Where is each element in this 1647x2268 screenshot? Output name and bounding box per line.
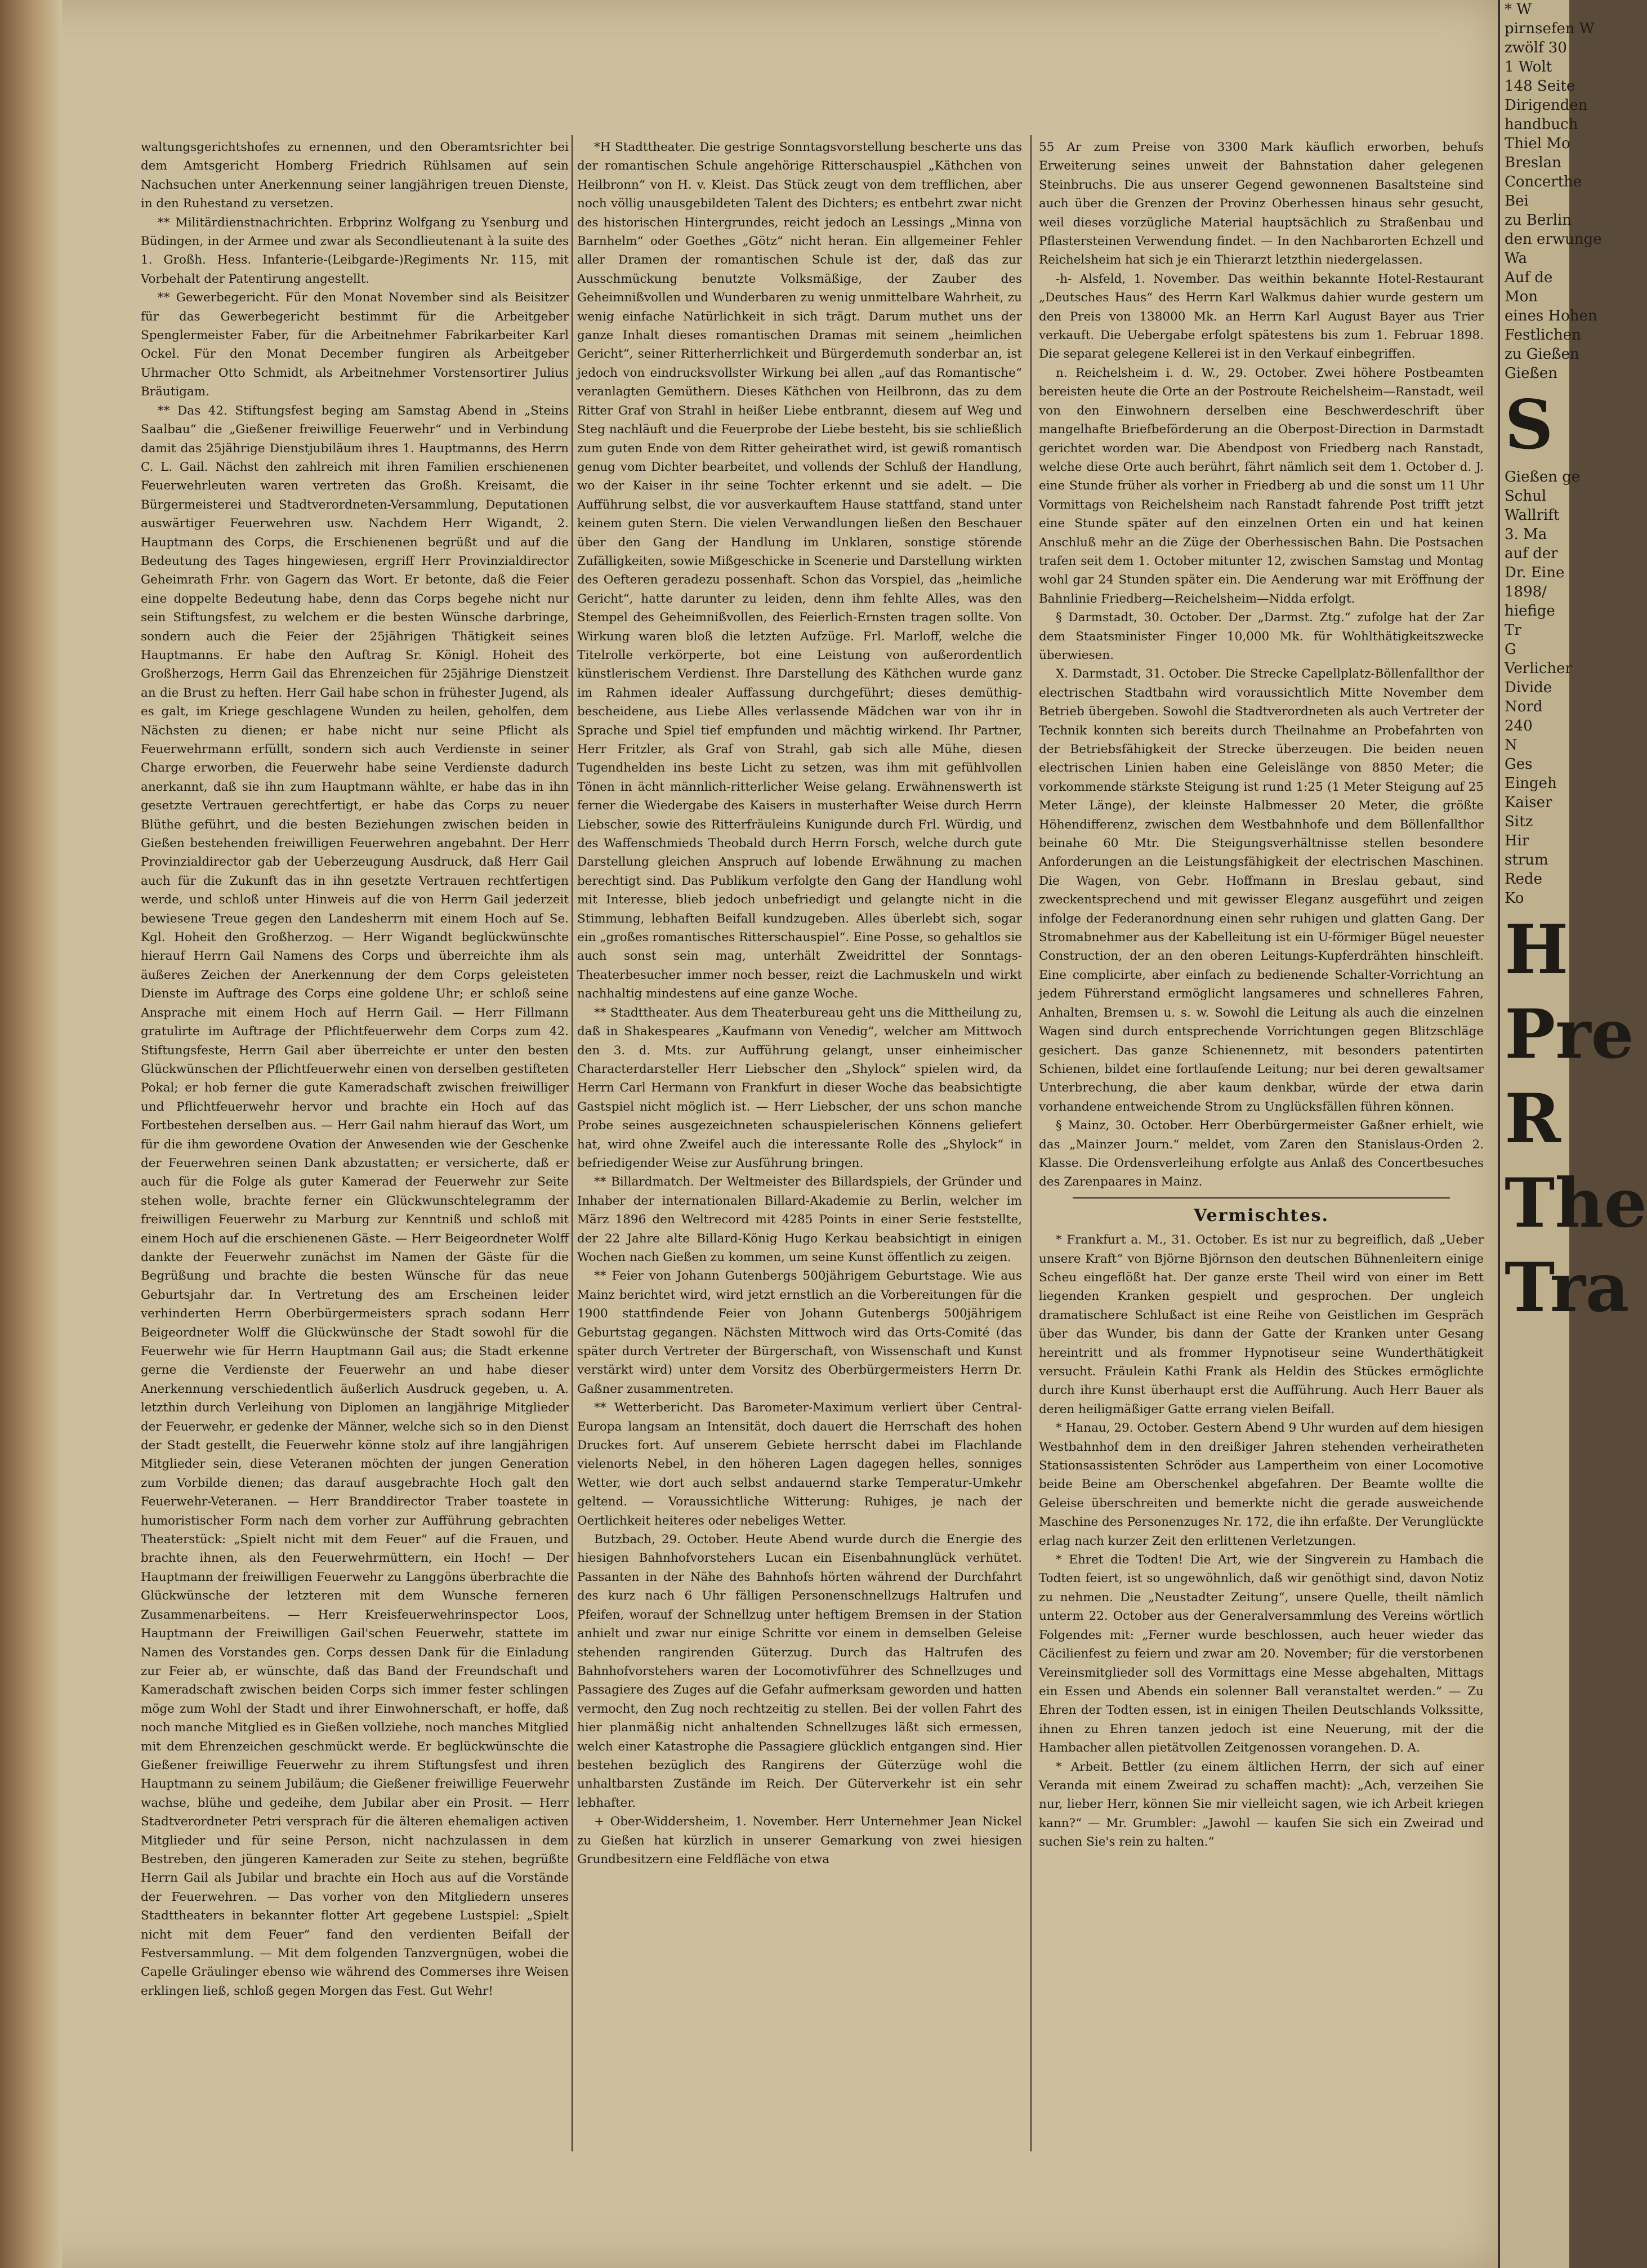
article-billardmatch: ** Billardmatch. Der Weltmeister des Billardspiels, der Gründer und Inhaber der internationalen Billard-Akademie zu Berlin, welcher im März 1896 den Weltrecord mit 4285 Points in einer Serie feststellte, der 22 Jahre alte Billard-König Hugo Kerkau beabsichtigt in einigen Wochen nach Gießen zu kommen, um seine Kunst öffentlich zu zeigen.	[577, 1175, 1022, 1264]
adjacent-page-fragment-line: Schul	[1505, 488, 1547, 505]
adjacent-page-fragment-line: Tr	[1505, 622, 1521, 639]
adjacent-page-fragment-line: 148 Seite	[1505, 78, 1575, 95]
adjacent-page-fragment-line: Ko	[1505, 890, 1524, 907]
adjacent-page-fragment-line: S	[1505, 385, 1554, 465]
article-verwaltungsgericht-tail: waltungsgerichtshofes zu ernennen, und den Oberamtsrichter bei dem Amtsgericht Homberg Friedrich Rühlsamen auf sein Nachsuchen unter Anerkennung seiner langjährigen treuen Dienste, in den Ruhestand zu versetzen.	[141, 140, 569, 211]
article-reichelsheim: n. Reichelsheim i. d. W., 29. October. Zwei höhere Postbeamten bereisten heute die Orte an der Postroute Reichelsheim—Ranstadt, weil von den Einwohnern derselben eine Beschwerdeschrift über mangelhafte Briefbeförderung an die Oberpost-Direction in Darmstadt gerichtet worden war. Die Abendpost von Friedberg nach Ranstadt, welche diese Orte auch berührt, fährt nämlich seit dem 1. October d. J. eine Stunde früher als vorher in Friedberg ab und die sonst um 11 Uhr Vormittags von Reichelsheim nach Ranstadt fahrende Post trifft jetzt eine Stunde später auf den einzelnen Orten ein und hat keinen Anschluß mehr an die Züge der Oberhessischen Bahn. Die Postsachen trafen seit dem 1. October mitunter 12, zwischen Samstag und Montag wohl gar 24 Stunden später ein. Die Aenderung war mit Eröffnung der Bahnlinie Friedberg—Reichelsheim—Nidda erfolgt.	[1039, 366, 1484, 606]
column-2	[577, 138, 1022, 2143]
column-rule-1	[572, 135, 573, 2151]
adjacent-page-fragment-line: Gießen	[1505, 365, 1557, 382]
article-darmstadt-stadtbahn: X. Darmstadt, 31. October. Die Strecke Capellplatz-Böllenfallthor der electrischen Stadtbahn wird voraussichtlich Mitte November dem Betrieb übergeben. Sowohl die Stadtverordneten als auch Vertreter der Technik konnten sich bereits durch Theilnahme an Probefahrten von der Betriebsfähigkeit der Strecke überzeugen. Die beiden neuen electrischen Linien haben eine Geleislänge von 8850 Meter; die vorkommende stärkste Steigung ist rund 1:25 (1 Meter Steigung auf 25 Meter Länge), der kleinste Halbmesser 20 Meter, die größte Höhendifferenz, zwischen dem Westbahnhofe und dem Böllenfallthor beinahe 60 Mtr. Die Steigungsverhältnisse stellen besondere Anforderungen an die Leistungsfähigkeit der electrischen Maschinen. Die Wagen, von Gebr. Hoffmann in Breslau gebaut, sind zweckentsprechend und mit gewisser Eleganz ausgeführt und zeigen infolge der Federanordnung einen sehr ruhigen und glatten Gang. Der Stromabnehmer aus der Kabelleitung ist ein U-förmiger Bügel neuester Construction, der an den oberen Leitungs-Kupferdrähten hinschleift. Eine complicirte, aber einfach zu bedienende Schalter-Vorrichtung an jedem Führerstand ermöglicht langsameres und schnelleres Fahren, Anhalten, Bremsen u. s. w. Sowohl die Leitung als auch die einzelnen Wagen sind durch entsprechende Vorrichtungen gegen Blitzschläge gesichert. Das ganze Schienennetz, mit besonders patentirten Schienen, bildet eine fortlaufende Leitung; nur bei deren gewaltsamer Unterbrechung, die aber kaum denkbar, würde der etwa darin vorhandene entweichende Strom zu Unglücksfällen führen können.	[1039, 667, 1484, 1114]
adjacent-page-fragment	[1498, 0, 1647, 2268]
adjacent-page-fragment-line: Ges	[1505, 756, 1533, 773]
article-ehret-die-todten: * Ehret die Todten! Die Art, wie der Singverein zu Hambach die Todten feiert, ist so ungewöhnlich, daß wir genöthigt sind, davon Notiz zu nehmen. Die „Neustadter Zeitung“, unsere Quelle, theilt nämlich unterm 22. October aus der Generalversammlung des Vereins wörtlich Folgendes mit: „Ferner wurde beschlossen, auch heuer wieder das Cäcilienfest zu feiern und zwar am 20. November; für die verstorbenen Vereinsmitglieder soll des Vormittags eine Messe abgehalten, Mittags ein Essen und Abends ein solenner Ball veranstaltet werden.“ — Zu Ehren der Todten essen, ist in einigen Theilen Deutschlands Volkssitte, ihnen zu Ehren tanzen jedoch ist eine Neuerung, mit der die Hambacher allen pietätvollen Zeitgenossen vorangehen. D. A.	[1039, 1553, 1484, 1755]
article-stadttheater-shylock: ** Stadttheater. Aus dem Theaterbureau geht uns die Mittheilung zu, daß in Shakespeares „Kaufmann von Venedig“, welcher am Mittwoch den 3. d. Mts. zur Aufführung gelangt, unser einheimischer Characterdarsteller Herr Liebscher den „Shylock“ spielen wird, da Herrn Carl Hermann von Frankfurt in dieser Woche das beabsichtigte Gastspiel nicht möglich ist. — Herr Liebscher, der uns schon manche Probe seines ausgezeichneten schauspielerischen Könnens geliefert hat, wird ohne Zweifel auch die interessante Rolle des „Shylock“ in befriedigender Weise zur Ausführung bringen.	[577, 1005, 1022, 1170]
adjacent-page-fragment-line: Rede	[1505, 871, 1542, 888]
adjacent-page-fragment-line: Gießen ge	[1505, 469, 1581, 485]
adjacent-page-fragment-line: G	[1505, 641, 1516, 658]
article-butzbach: Butzbach, 29. October. Heute Abend wurde durch die Energie des hiesigen Bahnhofvorstehers Lucan ein Eisenbahnunglück verhütet. Passanten in der Nähe des Bahnhofs hörten während der Durchfahrt des kurz nach 6 Uhr fälligen Personenschnellzugs Haltrufen und Pfeifen, worauf der Schnellzug unter heftigem Bremsen in der Station anhielt und zwar nur einige Schritte vor einem in demselben Geleise stehenden rangirenden Güterzug. Durch das Haltrufen des Bahnhofvorstehers waren der Locomotivführer des Schnellzuges und Passagiere des Zuges auf die Gefahr aufmerksam geworden und hatten vermocht, den Zug noch rechtzeitig zu stellen. Bei der vollen Fahrt des hier planmäßig nicht anhaltenden Schnellzuges läßt sich ermessen, welch einer Katastrophe die Passagiere glücklich entgangen sind. Hier bestehen bezüglich des Rangirens der Güterzüge wohl die unhaltbarsten Zustände im Reich. Der Güterverkehr ist ein sehr lebhafter.	[577, 1532, 1022, 1810]
adjacent-page-fragment-line: hiefige	[1505, 603, 1555, 620]
adjacent-page-fragment-line: auf der	[1505, 545, 1558, 562]
adjacent-page-fragment-line: zu Gießen	[1505, 346, 1579, 363]
adjacent-page-fragment-line: Mon	[1505, 288, 1538, 305]
adjacent-page-fragment-line: N	[1505, 737, 1517, 754]
adjacent-page-fragment-line: H	[1505, 910, 1569, 990]
adjacent-page-fragment-line: Concerthe	[1505, 173, 1582, 190]
article-mainz-orden: § Mainz, 30. October. Herr Oberbürgermeister Gaßner erhielt, wie das „Mainzer Journ.“ meldet, vom Zaren den Stanislaus-Orden 2. Klasse. Die Ordensverleihung erfolgte aus Anlaß des Concertbesuches des Zarenpaares in Mainz.	[1039, 1119, 1484, 1189]
column-1	[141, 138, 569, 2143]
adjacent-page-fragment-line: eines Hohen	[1505, 308, 1597, 324]
page-binding-edge	[0, 0, 62, 2268]
article-gutenberg-feier: ** Feier von Johann Gutenbergs 500jährigem Geburtstage. Wie aus Mainz berichtet wird, wird jetzt ernstlich an die Vorbereitungen für die 1900 stattfindende Feier von Johann Gutenbergs 500jährigem Geburtstag gegangen. Nächsten Mittwoch wird das Orts-Comité (das später durch Vertreter der Bürgerschaft, von Wissenschaft und Kunst verstärkt wird) unter dem Vorsitz des Oberbürgermeisters Herrn Dr. Gaßner zusammentreten.	[577, 1269, 1022, 1396]
article-darmstadt-zar: § Darmstadt, 30. October. Der „Darmst. Ztg.“ zufolge hat der Zar dem Staatsminister Finger 10,000 Mk. für Wohlthätigkeitszwecke überwiesen.	[1039, 611, 1484, 662]
adjacent-page-fragment-line: strum	[1505, 852, 1548, 868]
article-arbeit-anekdote: * Arbeit. Bettler (zu einem ältlichen Herrn, der sich auf einer Veranda mit einem Zweirad zu schaffen macht): „Ach, verzeihen Sie nur, lieber Herr, können Sie mir vielleicht sagen, wie ich Arbeit kriegen kann?“ — Mr. Grumbler: „Jawohl — kaufen Sie sich ein Zweirad und suchen Sie's rein zu halten.“	[1039, 1759, 1484, 1850]
adjacent-page-fragment-line: Thiel Mo	[1505, 135, 1570, 152]
adjacent-page-fragment-line: Breslan	[1505, 154, 1561, 171]
adjacent-page-fragment-line: zu Berlin	[1505, 212, 1572, 229]
adjacent-page-fragment-line: Kaiser	[1505, 794, 1552, 811]
adjacent-page-fragment-line: Sitz	[1505, 813, 1533, 830]
adjacent-page-fragment-line: Tra	[1505, 1248, 1630, 1327]
adjacent-page-fragment-line: * W	[1505, 1, 1532, 18]
adjacent-page-fragment-line: Wallrift	[1505, 507, 1560, 524]
section-divider	[1073, 1197, 1450, 1198]
adjacent-page-fragment-line: R	[1505, 1079, 1561, 1158]
article-ober-widdersheim: + Ober-Widdersheim, 1. November. Herr Unternehmer Jean Nickel zu Gießen hat kürzlich in unserer Gemarkung von zwei hiesigen Grundbesitzern eine Feldfläche von etwa	[577, 1815, 1022, 1866]
adjacent-page-fragment-line: zwölf 30	[1505, 39, 1567, 56]
adjacent-page-fragment-line: The	[1505, 1164, 1647, 1243]
adjacent-page-fragment-line: 1898/	[1505, 583, 1547, 600]
adjacent-page-fragment-line: Divide	[1505, 679, 1552, 696]
article-gewerbegericht: ** Gewerbegericht. Für den Monat November sind als Beisitzer für das Gewerbegericht bestimmt für die Arbeitgeber Spenglermeister Faber, für die Arbeitnehmer Fabrikarbeiter Karl Ockel. Für den Monat December fungiren als Arbeitgeber Uhrmacher Otto Schmidt, als Arbeitnehmer Vorstensortirer Julius Bräutigam.	[141, 291, 569, 399]
column-3	[1039, 138, 1484, 2143]
article-wetterbericht: ** Wetterbericht. Das Barometer-Maximum verliert über Central-Europa langsam an Intensität, doch dauert die Herrschaft des hohen Druckes fort. Auf unserem Gebiete herrscht dabei im Flachlande vielenorts Nebel, in den höheren Lagen dagegen helles, sonniges Wetter, wie dort auch selbst andauernd starke Temperatur-Umkehr geltend. — Voraussichtliche Witterung: Ruhiges, je nach der Oertlichkeit heiteres oder nebeliges Wetter.	[577, 1401, 1022, 1528]
adjacent-page-fragment-line: 1 Wolt	[1505, 59, 1552, 75]
adjacent-page-fragment-line: Dr. Eine	[1505, 564, 1565, 581]
adjacent-page-fragment-line: Wa	[1505, 250, 1527, 267]
article-stadttheater-kaethchen: *H Stadttheater. Die gestrige Sonntagsvorstellung bescherte uns das der romantischen Schule angehörige Ritterschauspiel „Käthchen von Heilbronn“ von H. v. Kleist. Das Stück zeugt von dem trefflichen, aber noch völlig unausgebildeten Talent des Dichters; es entbehrt zwar nicht des historischen Hintergrundes, reicht jedoch an Lessings „Minna von Barnhelm“ oder Goethes „Götz“ nicht heran. Ein allgemeiner Fehler aller Dramen der romantischen Schule ist der, daß das zur Ausschmückung benutzte Volksmäßige, der Zauber des Geheimnißvollen und Wunderbaren zu wenig unmittelbare Wahrheit, zu wenig einfache Natürlichkeit in sich trägt. Darum muthet uns der ganze Inhalt dieses romantischen Dramas mit seinem „heimlichen Gericht“, seiner Ritterherrlichkeit und Bürgerdemuth sonderbar an, ist jedoch von eindrucksvollster Wirkung bei allen „auf das Romantische“ veranlagten Gemüthern. Dieses Käthchen von Heilbronn, das zu dem Ritter Graf von Strahl in heißer Liebe entbrannt, diesem auf Weg und Steg nachläuft und die Feuerprobe der Liebe besteht, bis sie schließlich zum guten Ende von dem Ritter geheirathet wird, ist gewiß romantisch genug vom Dichter bearbeitet, und vollends der Schluß der Handlung, wo der Kaiser in ihr seine Tochter erkennt und sie adelt. — Die Aufführung selbst, die vor ausverkauftem Hause stattfand, stand unter keinem guten Stern. Die vielen Verwandlungen ließen den Beschauer über den Gang der Handlung im Unklaren, sonstige störende Zufälligkeiten, sowie Mißgeschicke in Scenerie und Darstellung wirkten des Oefteren geradezu possenhaft. Schon das Vorspiel, das „heimliche Gericht“, hatte darunter zu leiden, denn ihm fehlte Alles, was den Stempel des Geheimnißvollen, des Feierlich-Ernsten tragen sollte. Von Wirkung waren bloß die letzten Aufzüge. Frl. Marloff, welche die Titelrolle verkörperte, bot eine Leistung von außerordentlich künstlerischem Verdienst. Ihre Darstellung des Käthchen wurde ganz im Rahmen idealer Auffassung durchgeführt; dieses demüthig-bescheidene, aus Liebe Alles verlassende Mädchen war von ihr in Sprache und Spiel tief empfunden und mächtig wirkend. Ihr Partner, Herr Fritzler, als Graf von Strahl, gab sich alle Mühe, diesen Tugendhelden ins beste Licht zu setzen, was ihm mit gefühlvollen Tönen in ächt männlich-ritterlicher Weise gelang. Erwähnenswerth ist ferner die Wiedergabe des Kaisers in musterhafter Weise durch Herrn Liebscher, sowie des Ritterfräuleins Kunigunde durch Frl. Würdig, und des Waffenschmieds Theobald durch Herrn Forsch, welche durch gute Darstellung gleichen Anspruch auf lobende Erwähnung zu machen berechtigt sind. Das Publikum verfolgte den Gang der Handlung wohl mit Interesse, blieb jedoch unbefriedigt und gelangte nicht in die Stimmung, lebhaften Beifall kundzugeben. Alles überlebt sich, sogar ein „großes romantisches Ritterschauspiel“. Eine Posse, so gehaltlos sie auch sonst sein mag, unterhält Zweidrittel der Sonntags-Theaterbesucher immer noch besser, reizt die Lachmuskeln und wirkt nachhaltig mindestens auf eine ganze Woche.	[577, 140, 1022, 1001]
article-ober-widdersheim-cont: 55 Ar zum Preise von 3300 Mark käuflich erworben, behufs Erweiterung seines unweit der Bahnstation daher gelegenen Steinbruchs. Die aus unserer Gegend gewonnenen Basaltsteine sind auch über die Grenzen der Provinz Oberhessen hinaus sehr gesucht, weil dieses vorzügliche Material hauptsächlich zu Straßenbau und Pflastersteinen Verwendung findet. — In den Nachbarorten Echzell und Reichelsheim hat sich je ein Thierarzt letzthin niedergelassen.	[1039, 140, 1484, 268]
adjacent-page-fragment-line: 240	[1505, 718, 1533, 734]
adjacent-page-fragment-line: Festlichen	[1505, 327, 1581, 344]
article-stiftungsfest-feuerwehr: ** Das 42. Stiftungsfest beging am Samstag Abend in „Steins Saalbau“ die „Gießener freiwillige Feuerwehr“ und in Verbindung damit das 25jährige Dienstjubiläum ihres 1. Hauptmanns, des Herrn C. L. Gail. Nächst den zahlreich mit ihren Familien erschienenen Feuerwehrleuten waren vertreten das Großh. Kreisamt, die Bürgermeisterei und Stadtverordneten-Versammlung, Deputationen auswärtiger Feuerwehren usw. Nachdem Herr Wigandt, 2. Hauptmann des Corps, die Erschienenen begrüßt und auf die Bedeutung des Tages hingewiesen, ergriff Herr Provinzialdirector Geheimrath Frhr. von Gagern das Wort. Er betonte, daß die Feier eine doppelte Bedeutung habe, denn das Corps begehe nicht nur sein Stiftungsfest, zu welchem er die besten Wünsche darbringe, sondern auch die Feier der 25jährigen Thätigkeit seines Hauptmanns. Er habe den Auftrag Sr. Königl. Hoheit des Großherzogs, Herrn Gail das Ehrenzeichen für 25jährige Dienstzeit an die Brust zu heften. Herr Gail habe schon in frühester Jugend, als es galt, im Kriege geschlagene Wunden zu heilen, geholfen, dem Nächsten zu dienen; er habe nicht nur seine Pflicht als Feuerwehrmann erfüllt, sondern sich auch Verdienste in seiner Charge erworben, die Feuerwehr habe seine Verdienste dadurch anerkannt, daß sie ihn zum Hauptmann wählte, er habe das in ihn gesetzte Vertrauen gerechtfertigt, er habe das Corps zu neuer Blüthe geführt, und die besten Beziehungen zwischen beiden in Gießen bestehenden freiwilligen Feuerwehren angebahnt. Der Herr Provinzialdirector gab der Ueberzeugung Ausdruck, daß Herr Gail auch für die Zukunft das in ihn gesetzte Vertrauen rechtfertigen werde, und schloß unter Hinweis auf die von Herrn Gail jederzeit bewiesene Treue gegen den Landesherrn mit einem Hoch auf Se. Kgl. Hoheit den Großherzog. — Herr Wigandt beglückwünschte hierauf Herrn Gail Namens des Corps und überreichte ihm als äußeres Zeichen der Anerkennung der dem Corps geleisteten Dienste im Auftrage des Corps eine goldene Uhr; er schloß seine Ansprache mit einem Hoch auf Herrn Gail. — Herr Fillmann gratulirte im Auftrage der Pflichtfeuerwehr dem Corps zum 42. Stiftungsfeste, Herrn Gail aber überreichte er unter den besten Glückwünschen der Pflichtfeuerwehr einen von derselben gestifteten Pokal; er hob ferner die gute Kameradschaft zwischen freiwilliger und Pflichtfeuerwehr hervor und brachte ein Hoch auf das Fortbestehen derselben aus. — Herr Gail nahm hierauf das Wort, um für die ihm gewordene Ovation der Anwesenden wie der Geschenke der Feuerwehren seinen Dank abzustatten; er versicherte, daß er auch für die Folge als guter Kamerad der Feuerwehr zur Seite stehen wolle, brachte ferner ein Glückwunschtelegramm der freiwilligen Feuerwehr zu Marburg zur Kenntniß und schloß mit einem Hoch auf die erschienenen Gäste. — Herr Beigeordneter Wolff dankte der Feuerwehr zunächst im Namen der Gäste für die Begrüßung und brachte die besten Wünsche für das neue Geburtsjahr dar. In Vertretung des am Erscheinen leider verhinderten Herrn Oberbürgermeisters sprach sodann Herr Beigeordneter Wolff die Glückwünsche der Stadt sowohl für die Feuerwehr wie für Herrn Hauptmann Gail aus; die Stadt erkenne gerne die Verdienste der Feuerwehr an und habe dieser Anerkennung verschiedentlich äußerlich Ausdruck gegeben, u. A. letzthin durch Verleihung von Diplomen an langjährige Mitglieder der Feuerwehr, er gedenke der Männer, welche sich so in den Dienst der Stadt gestellt, die Feuerwehr könne stolz auf ihre langjährigen Mitglieder sein, diese Veteranen möchten der jungen Generation zum Vorbilde dienen; das darauf ausgebrachte Hoch galt den Feuerwehr-Veteranen. — Herr Branddirector Traber toastete in humoristischer Form nach dem vorher zur Aufführung gebrachten Theaterstück: „Spielt nicht mit dem Feuer“ auf die Frauen, und brachte ihnen, als den Feuerwehrmüttern, ein Hoch! — Der Hauptmann der freiwilligen Feuerwehr zu Langgöns überbrachte die Glückwünsche der letzteren mit dem Wunsche ferneren Zusammenarbeitens. — Herr Kreisfeuerwehrinspector Loos, Hauptmann der Freiwilligen Gail'schen Feuerwehr, stattete im Namen des Vorstandes gen. Corps dessen Dank für die Einladung zur Feier ab, er wünschte, daß das Band der Freundschaft und Kameradschaft zwischen beiden Corps sich immer fester schlingen möge zum Wohl der Stadt und ihrer Einwohnerschaft, er hoffe, daß noch manche Mitglied es in Gießen vollziehe, noch manches Mitglied mit dem Ehrenzeichen geschmückt werde. Er beglückwünschte die Gießener freiwillige Feuerwehr zu ihrem Stiftungsfest und ihren Hauptmann zu seinem Jubiläum; die Gießener freiwillige Feuerwehr wachse, blühe und gedeihe, dem Jubilar aber ein Prosit. — Herr Stadtverordneter Petri versprach für die älteren ehemaligen activen Mitglieder und für seine Person, nicht nachzulassen in dem Bestreben, den jüngeren Kameraden zur Seite zu stehen, begrüßte Herrn Gail als Jubilar und brachte ein Hoch aus auf die Vorstände der Feuerwehren. — Das vorher von den Mitgliedern unseres Stadttheaters in bekannter flotter Art gegebene Lustspiel: „Spielt nicht mit dem Feuer“ fand den verdienten Beifall der Festversammlung. — Mit dem folgenden Tanzvergnügen, wobei die Capelle Gräulinger ebenso wie während des Commerses ihre Weisen erklingen ließ, schloß gegen Morgen das Fest. Gut Wehr!	[141, 403, 569, 1998]
adjacent-page-fragment-line: Pre	[1505, 995, 1634, 1074]
article-hanau-unglueck: * Hanau, 29. October. Gestern Abend 9 Uhr wurden auf dem hiesigen Westbahnhof dem in den dreißiger Jahren stehenden verheiratheten Stationsassistenten Schröder aus Lampertheim von einer Locomotive beide Beine am Oberschenkel abgefahren. Der Beamte wollte die Geleise überschreiten und bemerkte nicht die gerade ausweichende Maschine des Personenzuges Nr. 172, die ihn erfaßte. Der Verunglückte erlag nach kurzer Zeit den erlittenen Verletzungen.	[1039, 1421, 1484, 1548]
adjacent-page-fragment-line: handbuch	[1505, 116, 1578, 133]
article-militaerdienst: ** Militärdienstnachrichten. Erbprinz Wolfgang zu Ysenburg und Büdingen, in der Armee und zwar als Secondlieutenant à la suite des 1. Großh. Hess. Infanterie-(Leibgarde-)Regiments Nr. 115, mit Vorbehalt der Patentirung angestellt.	[141, 215, 569, 286]
adjacent-page-fragment-line: Auf de	[1505, 269, 1553, 286]
adjacent-page-fragment-line: Dirigenden	[1505, 97, 1588, 114]
adjacent-page-fragment-line: 3. Ma	[1505, 526, 1547, 543]
adjacent-page-text	[1500, 0, 1647, 1330]
adjacent-page-fragment-line: pirnsefen W	[1505, 20, 1595, 37]
adjacent-page-fragment-line: Hir	[1505, 832, 1529, 849]
adjacent-page-fragment-line: Eingeh	[1505, 775, 1557, 792]
adjacent-page-fragment-line: den erwunge	[1505, 231, 1602, 248]
article-frankfurt-theater: * Frankfurt a. M., 31. October. Es ist nur zu begreiflich, daß „Ueber unsere Kraft“ von Björne Björnson den deutschen Bühnenleitern einige Scheu eingeflößt hat. Der ganze erste Theil wird von einer im Bett liegenden Kranken gespielt und gesprochen. Der ungleich dramatischere Schlußact ist eine Reihe von Geistlichen im Gespräch über das Wunder, bis dann der Gatte der Kranken unter Gesang hereintritt und als frommer Hypnotiseur seine Wunderthätigkeit versucht. Fräulein Kathi Frank als Heldin des Stückes ermöglichte durch ihre Kunst überhaupt erst die Aufführung. Auch Herr Bauer als deren heiligmäßiger Gatte errang vielen Beifall.	[1039, 1233, 1484, 1416]
adjacent-page-fragment-line: Bei	[1505, 193, 1529, 210]
section-heading-vermischtes: Vermischtes.	[1194, 1205, 1329, 1226]
article-alsfeld: -h- Alsfeld, 1. November. Das weithin bekannte Hotel-Restaurant „Deutsches Haus“ des Herrn Karl Walkmus dahier wurde gestern um den Preis von 138000 Mk. an Herrn Karl August Bayer aus Trier verkauft. Die Uebergabe erfolgt spätestens bis zum 1. Februar 1898. Die separat gelegene Kellerei ist in den Verkauf einbegriffen.	[1039, 271, 1484, 362]
column-rule-2	[1030, 135, 1032, 2151]
adjacent-page-fragment-line: Nord	[1505, 698, 1543, 715]
adjacent-page-fragment-line: Verlicher	[1505, 660, 1572, 677]
